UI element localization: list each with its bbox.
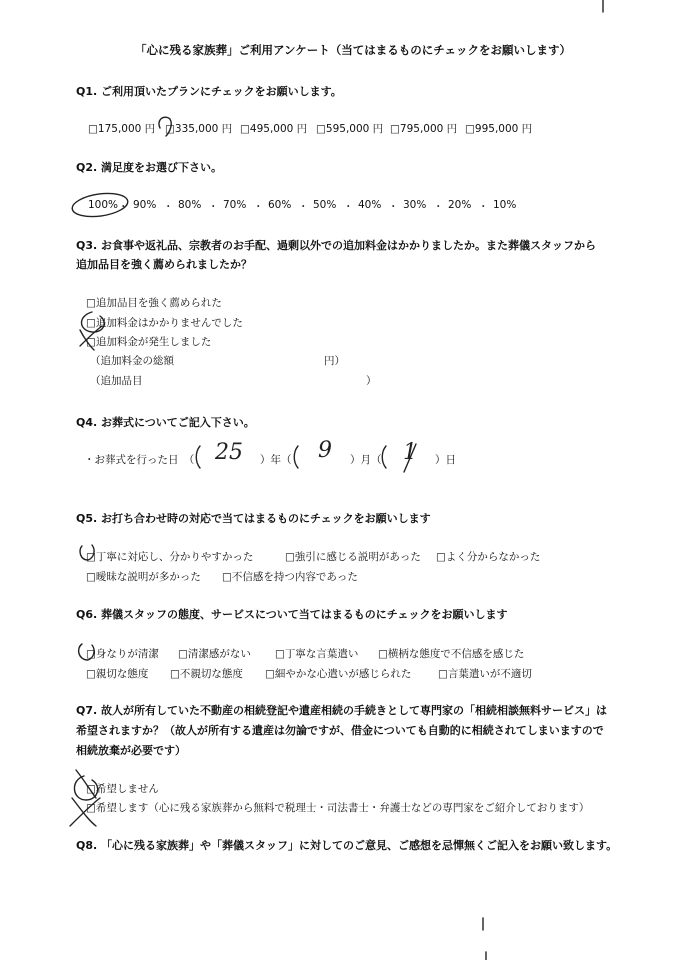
q1-option[interactable]: □995,000 円 xyxy=(465,123,533,135)
q1-option[interactable]: □795,000 円 xyxy=(390,123,458,135)
q2-option[interactable]: 10% xyxy=(493,199,517,211)
q6-option[interactable]: □清潔感がない xyxy=(178,648,251,660)
q2-options xyxy=(88,199,516,214)
q4-year-value[interactable]: 25 xyxy=(215,440,243,465)
q3-question-line1: Q3. お食事や返礼品、宗教者のお手配、過剰以外での追加料金はかかりましたか。また葬儀スタッフから xyxy=(76,239,597,252)
q3-amount-label: （追加料金の総額 xyxy=(90,355,174,367)
q1-option[interactable]: □335,000 円 xyxy=(165,123,233,135)
q4-paren-mark xyxy=(382,446,386,468)
separator: ・ xyxy=(298,201,309,213)
q4-month-value[interactable]: 9 xyxy=(318,438,332,463)
q2-question: Q2. 満足度をお選び下さい。 xyxy=(76,161,223,174)
survey-title: 「心に残る家族葬」ご利用アンケート（当てはまるものにチェックをお願いします） xyxy=(135,43,571,57)
q6-option[interactable]: □不親切な態度 xyxy=(170,668,243,680)
q1-option[interactable]: □175,000 円 xyxy=(88,123,156,135)
q5-option[interactable]: □丁寧に対応し、分かりやすかった xyxy=(86,551,254,563)
q4-date-prefix: ・お葬式を行った日 （ xyxy=(84,454,195,466)
q3-amount-unit: 円） xyxy=(324,355,345,367)
q7-question-line3: 相続放棄が必要です） xyxy=(76,744,186,757)
q2-option[interactable]: 30% xyxy=(403,199,427,211)
q4-paren-mark xyxy=(294,446,298,468)
q3-option[interactable]: □追加品目を強く薦められた xyxy=(86,297,222,309)
q4-paren-mark xyxy=(196,446,200,468)
q4-day-label: ）日 xyxy=(435,454,456,466)
q2-option[interactable]: 60% xyxy=(268,199,292,211)
q4-month-label: ）月（ xyxy=(350,454,382,466)
q4-question: Q4. お葬式についてご記入下さい。 xyxy=(76,416,255,429)
q7-option-no[interactable]: □希望しません xyxy=(86,783,159,795)
separator: ・ xyxy=(253,201,264,213)
q5-option[interactable]: □強引に感じる説明があった xyxy=(285,551,421,563)
q5-option[interactable]: □曖昧な説明が多かった xyxy=(86,571,201,583)
q6-option[interactable]: □丁寧な言葉遣い xyxy=(275,648,359,660)
q1-question: Q1. ご利用頂いたプランにチェックをお願いします。 xyxy=(76,85,342,98)
separator: ・ xyxy=(433,201,444,213)
separator: ・ xyxy=(118,201,129,213)
q8-question: Q8. 「心に残る家族葬」や「葬儀スタッフ」に対してのご意見、ご感想を忌憚無くご記入をお願い致します。 xyxy=(76,839,618,852)
separator: ・ xyxy=(163,201,174,213)
q5-option[interactable]: □不信感を持つ内容であった xyxy=(222,571,358,583)
q2-option[interactable]: 20% xyxy=(448,199,472,211)
q1-option[interactable]: □495,000 円 xyxy=(240,123,308,135)
q7-option-yes[interactable]: □希望します（心に残る家族葬から無料で税理士・司法書士・弁護士などの専門家をご紹介しております） xyxy=(86,802,590,814)
q1-options xyxy=(88,121,532,136)
q6-option[interactable]: □横柄な態度で不信感を感じた xyxy=(378,648,525,660)
q2-option[interactable]: 80% xyxy=(178,199,202,211)
q2-option[interactable]: 50% xyxy=(313,199,337,211)
q2-option[interactable]: 90% xyxy=(133,199,157,211)
separator: ・ xyxy=(343,201,354,213)
q2-option[interactable]: 40% xyxy=(358,199,382,211)
q7-question-line2: 希望されますか？（故人が所有する遺産は勿論ですが、借金についても自動的に相続されてしまいますので xyxy=(76,724,604,737)
q6-question: Q6. 葬儀スタッフの態度、サービスについて当てはまるものにチェックをお願いします xyxy=(76,608,508,621)
q4-day-value[interactable]: 1 xyxy=(403,440,417,465)
q6-option[interactable]: □親切な態度 xyxy=(86,668,149,680)
q1-option[interactable]: □595,000 円 xyxy=(316,123,384,135)
q3-items-label: （追加品目 xyxy=(90,375,143,387)
q3-option[interactable]: □追加料金が発生しました xyxy=(86,336,212,348)
q2-option[interactable]: 100% xyxy=(88,199,119,211)
q3-items-close: ） xyxy=(366,375,377,387)
q4-year-label: ）年（ xyxy=(260,454,292,466)
q6-option[interactable]: □細やかな心遣いが感じられた xyxy=(265,668,412,680)
separator: ・ xyxy=(388,201,399,213)
separator: ・ xyxy=(478,201,489,213)
q5-option[interactable]: □よく分からなかった xyxy=(436,551,541,563)
separator: ・ xyxy=(208,201,219,213)
q3-question-line2: 追加品目を強く薦められましたか？ xyxy=(76,258,252,271)
q3-option[interactable]: □追加料金はかかりませんでした xyxy=(86,317,243,329)
q5-question: Q5. お打ち合わせ時の対応で当てはまるものにチェックをお願いします xyxy=(76,512,431,525)
q2-option[interactable]: 70% xyxy=(223,199,247,211)
q6-option[interactable]: □言葉遣いが不適切 xyxy=(438,668,532,680)
q6-option[interactable]: □身なりが清潔 xyxy=(86,648,159,660)
q7-question-line1: Q7. 故人が所有していた不動産の相続登記や遺産相続の手続きとして専門家の「相続相談無料サービス」は xyxy=(76,704,608,717)
